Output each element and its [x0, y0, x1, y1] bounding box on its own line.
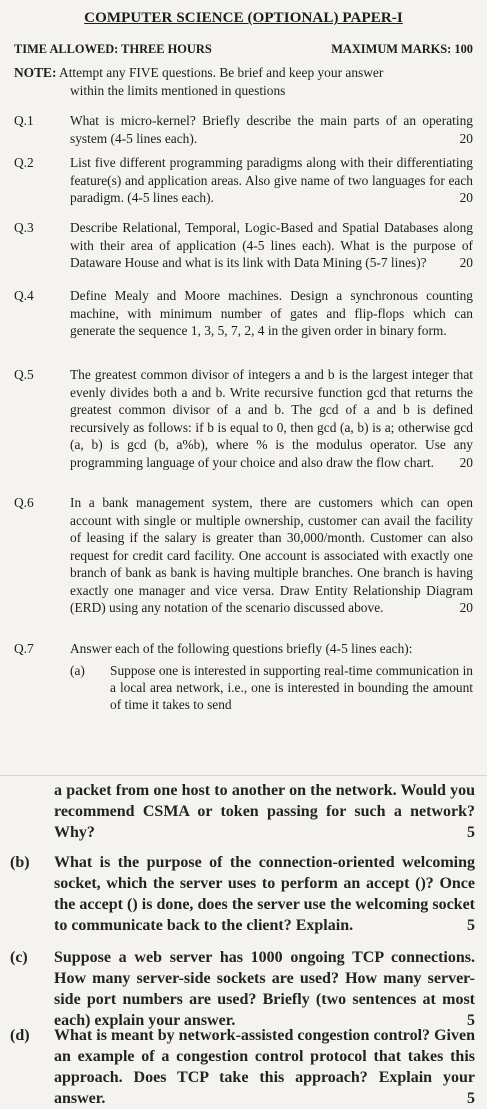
question-number: Q.3 — [14, 220, 34, 235]
question-number: Q.4 — [14, 288, 34, 303]
part-b-text: What is the purpose of the connection-oriented welcoming socket, which the server uses to perform an accept ()? Once the accept () is done, does the server use the welcoming socket to communicate back to the client? Explain. — [54, 854, 475, 934]
part-marks: 5 — [467, 1090, 475, 1107]
question-text: The greatest common divisor of integers a and b is the largest integer that evenly divides both a and b. Write recursive function gcd that returns the greatest common divisor of a and b. The gcd of a and b is defined recursively as follows: if b is equal to 0, then gcd (a, b) is a; otherwise gcd (a, b) is gcd (b, a%b), where % is the modulus operator. Use any programming language of your choice and also draw the flow chart. — [70, 367, 473, 470]
note-label: NOTE: — [14, 65, 57, 80]
question-3 — [14, 219, 473, 272]
part-label: (a) — [70, 663, 85, 678]
note-text-line1: Attempt any FIVE questions. Be brief and keep your answer — [59, 65, 384, 80]
question-text: List five different programming paradigms along with their differentiating feature(s) and application areas. Also give name of two languages for each paradigm. (4-5 lines each). — [70, 155, 473, 205]
question-text: Answer each of the following questions briefly (4-5 lines each): — [70, 641, 413, 656]
question-number: Q.1 — [14, 113, 34, 128]
question-number: Q.6 — [14, 495, 34, 510]
question-1 — [14, 112, 473, 147]
paper-title: COMPUTER SCIENCE (OPTIONAL) PAPER-I — [84, 10, 403, 26]
question-marks: 20 — [459, 190, 473, 205]
q7-part-d — [10, 1025, 475, 1109]
part-label: (c) — [10, 949, 28, 966]
time-allowed: TIME ALLOWED: THREE HOURS — [14, 42, 212, 56]
part-d-text: What is meant by network-assisted congestion control? Given an example of a congestion control protocol that takes this approach. Does TCP take this approach? Explain your answer. — [54, 1027, 475, 1107]
question-number: Q.5 — [14, 367, 34, 382]
part-a-text-cont: a packet from one host to another on the network. Would you recommend CSMA or token passing for such a network? Why? — [54, 782, 475, 841]
question-number: Q.2 — [14, 155, 34, 170]
note-text-line2: within the limits mentioned in questions — [70, 83, 286, 98]
part-a-text-start: Suppose one is interested in supporting real-time communication in a local area network, i.e., one is interested in bounding the amount of time it takes to send — [110, 663, 473, 712]
question-5 — [14, 366, 473, 471]
question-marks: 20 — [459, 454, 473, 470]
part-label: (d) — [10, 1027, 30, 1044]
part-label: (b) — [10, 854, 30, 871]
question-marks: 20 — [459, 130, 473, 146]
question-text: Define Mealy and Moore machines. Design a synchronous counting machine, with minimum number of gates and flip-flops which can generate the sequence 1, 3, 5, 7, 2, 4 in the given order in binary form. — [70, 288, 473, 338]
exam-info-row — [14, 42, 473, 57]
question-marks: 20 — [459, 255, 473, 270]
q7-part-a — [70, 662, 473, 713]
part-marks: 5 — [467, 824, 475, 841]
question-6 — [14, 494, 473, 617]
q7-part-a-continued — [10, 780, 475, 843]
question-4 — [14, 287, 473, 340]
question-7 — [14, 640, 473, 658]
maximum-marks: MAXIMUM MARKS: 100 — [331, 42, 473, 56]
question-marks: 20 — [459, 600, 473, 615]
part-c-text: Suppose a web server has 1000 ongoing TCP connections. How many server-side sockets are used? How many server-side port numbers are used? Briefly (two sentences at most each) explain your answer. — [54, 949, 475, 1029]
instructions-note — [14, 64, 473, 100]
question-text: What is micro-kernel? Briefly describe the main parts of an operating system (4-5 lines each). — [70, 113, 473, 146]
q7-part-c — [10, 947, 475, 1031]
part-marks: 5 — [467, 917, 475, 934]
page-join-divider — [0, 775, 487, 776]
question-2 — [14, 154, 473, 207]
question-text: Describe Relational, Temporal, Logic-Based and Spatial Databases along with their area of application (4-5 lines each). What is the purpose of Dataware House and what is its link with Data Mining (5-7 lines)? — [70, 220, 473, 270]
q7-part-b — [10, 852, 475, 936]
part-marks: 5 — [467, 1012, 475, 1029]
question-number: Q.7 — [14, 641, 34, 656]
question-text: In a bank management system, there are customers which can open account with single or multiple ownership, customer can avail the facility of leasing if the salary is greater than 30,000/month. Customer can also request for credit card facility. One account is associated with exactly one branch of bank as bank is having multiple branches. One branch is having exactly one manager and vice versa. Draw Entity Relationship Diagram (ERD) using any notation of the scenario discussed above. — [70, 495, 473, 615]
